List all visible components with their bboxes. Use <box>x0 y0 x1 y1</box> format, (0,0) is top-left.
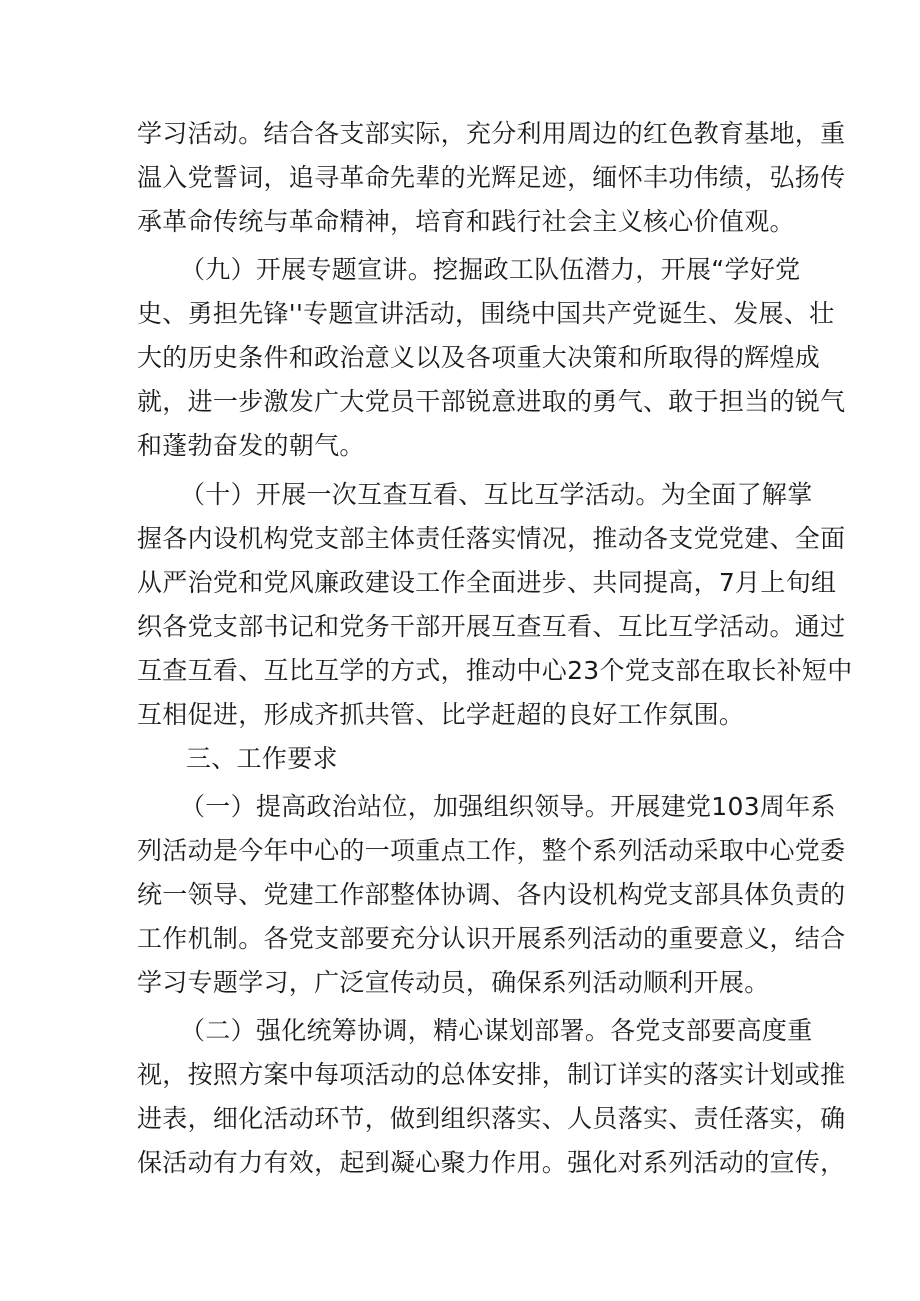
body-text-line: 史、勇担先锋''专题宣讲活动，围绕中国共产党诞生、发展、壮 <box>137 299 835 328</box>
body-text-line: 互查互看、互比互学的方式，推动中心23个党支部在取长补短中 <box>137 656 853 685</box>
body-text-line: 进表，细化活动环节，做到组织落实、人员落实、责任落实，确 <box>137 1104 846 1133</box>
body-text-line: 工作机制。各党支部要充分认识开展系列活动的重要意义，结合 <box>137 924 846 953</box>
body-text-line: 列活动是今年中心的一项重点工作，整个系列活动采取中心党委 <box>137 836 846 865</box>
body-text-line: 学习专题学习，广泛宣传动员，确保系列活动顺利开展。 <box>137 968 770 997</box>
body-text-line: 就，进一步激发广大党员干部锐意进取的勇气、敢于担当的锐气 <box>137 387 846 416</box>
body-text-line: 学习活动。结合各支部实际，充分利用周边的红色教育基地，重 <box>137 119 846 148</box>
body-text-line: 视，按照方案中每项活动的总体安排，制订详实的落实计划或推 <box>137 1060 846 1089</box>
body-text-line: 承革命传统与革命精神，培育和践行社会主义核心价值观。 <box>137 207 795 236</box>
body-text-line: 保活动有力有效，起到凝心聚力作用。强化对系列活动的宣传， <box>137 1148 846 1177</box>
section-heading: 三、工作要求 <box>186 744 338 773</box>
paragraph-heading-line: （十）开展一次互查互看、互比互学活动。为全面了解掌 <box>180 480 813 509</box>
body-text-line: 温入党誓词，追寻革命先辈的光辉足迹，缅怀丰功伟绩，弘扬传 <box>137 163 846 192</box>
body-text-line: 从严治党和党风廉政建设工作全面进步、共同提高，7月上旬组 <box>137 568 837 597</box>
paragraph-heading-line: （一）提高政治站位，加强组织领导。开展建党103周年系 <box>180 792 836 821</box>
paragraph-heading-line: （九）开展专题宣讲。挖掘政工队伍潜力，开展“学好党 <box>180 255 801 284</box>
body-text-line: 握各内设机构党支部主体责任落实情况，推动各支党党建、全面 <box>137 524 846 553</box>
body-text-line: 和蓬勃奋发的朝气。 <box>137 431 365 460</box>
paragraph-heading-line: （二）强化统筹协调，精心谋划部署。各党支部要高度重 <box>180 1016 813 1045</box>
body-text-line: 大的历史条件和政治意义以及各项重大决策和所取得的辉煌成 <box>137 343 821 372</box>
body-text-line: 统一领导、党建工作部整体协调、各内设机构党支部具体负责的 <box>137 880 846 909</box>
body-text-line: 织各党支部书记和党务干部开展互查互看、互比互学活动。通过 <box>137 612 846 641</box>
body-text-line: 互相促进，形成齐抓共管、比学赶超的良好工作氛围。 <box>137 700 745 729</box>
